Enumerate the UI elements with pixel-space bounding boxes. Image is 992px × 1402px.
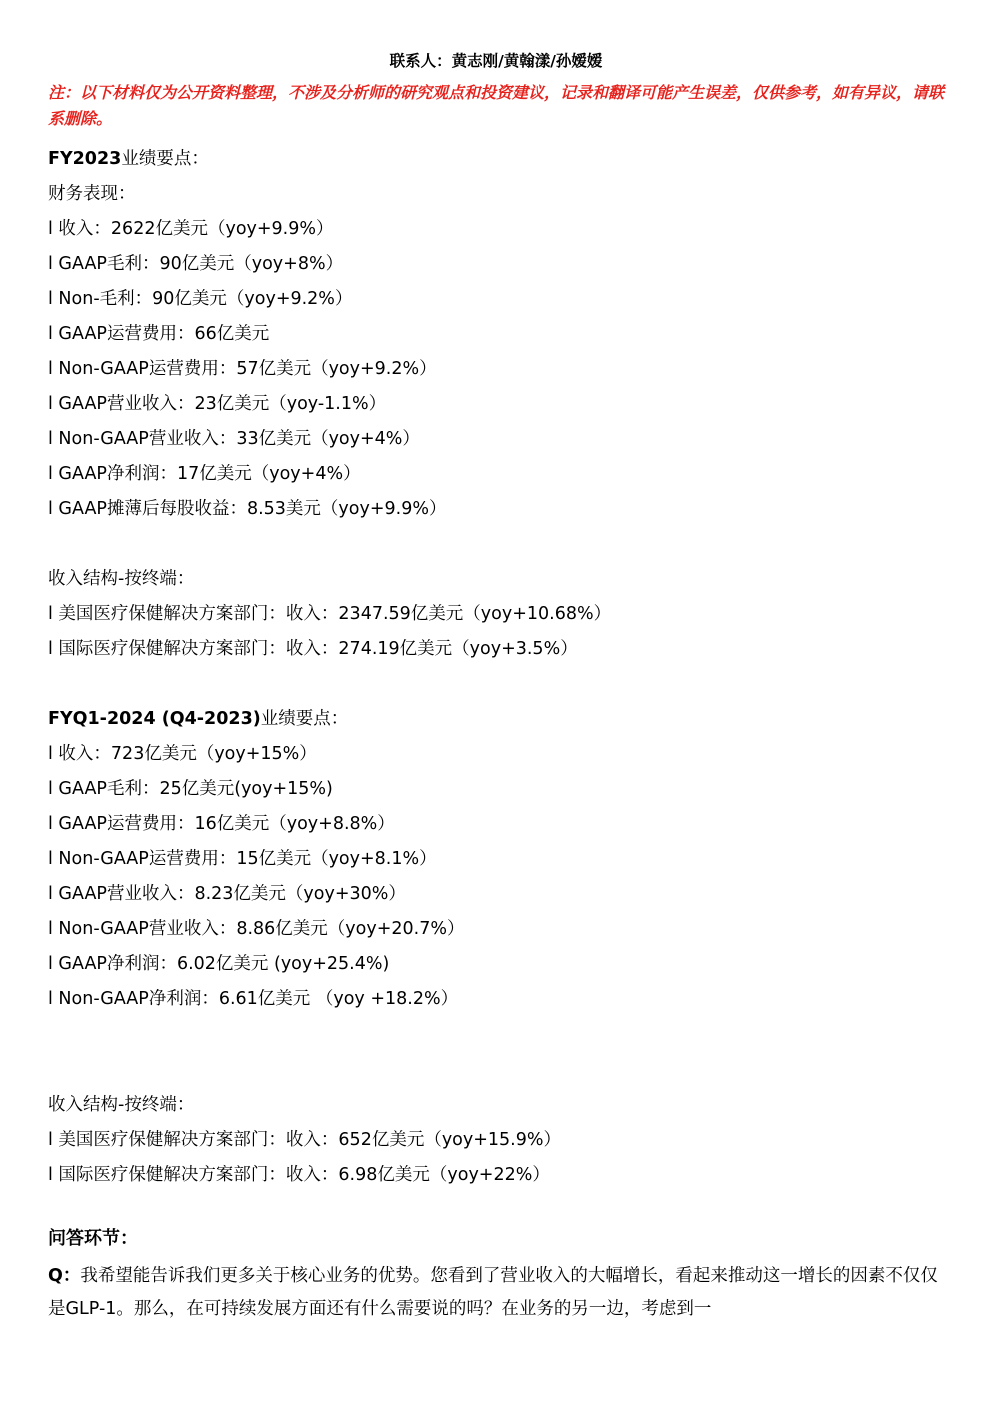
fy2023-item: l GAAP营业收入：23亿美元（yoy-1.1%） xyxy=(48,394,387,414)
question-text: 我希望能告诉我们更多关于核心业务的优势。您看到了营业收入的大幅增长，看起来推动这一增长的因素不仅仅是GLP-1。那么，在可持续发展方面还有什么需要说的吗？在业务的另一边，考虑到一 xyxy=(48,1266,938,1319)
fy2023-heading-rest: 业绩要点： xyxy=(121,149,209,169)
fyq1-segment: l 美国医疗保健解决方案部门：收入：652亿美元（yoy+15.9%） xyxy=(48,1130,562,1150)
fy2023-item: l GAAP净利润：17亿美元（yoy+4%） xyxy=(48,464,361,484)
fy2023-item: l Non-毛利：90亿美元（yoy+9.2%） xyxy=(48,289,353,309)
contact-line: 联系人：黄志刚/黄翰漾/孙嫒嫒 xyxy=(389,52,603,70)
qa-question xyxy=(48,1260,948,1326)
fyq1-heading-rest: 业绩要点： xyxy=(260,709,349,729)
fyq1-heading-bold: FYQ1-2024 (Q4-2023) xyxy=(48,709,261,729)
fy2023-item: l Non-GAAP营业收入：33亿美元（yoy+4%） xyxy=(48,429,420,449)
fy2023-heading-bold: FY2023 xyxy=(48,149,122,169)
fyq1-item: l Non-GAAP营业收入：8.86亿美元（yoy+20.7%） xyxy=(48,919,465,939)
fyq1-item: l GAAP运营费用：16亿美元（yoy+8.8%） xyxy=(48,814,395,834)
fyq1-item: l Non-GAAP净利润：6.61亿美元 （yoy +18.2%） xyxy=(48,989,459,1009)
fy2023-segment: l 美国医疗保健解决方案部门：收入：2347.59亿美元（yoy+10.68%） xyxy=(48,604,612,624)
disclaimer-note: 注：以下材料仅为公开资料整理，不涉及分析师的研究观点和投资建议，记录和翻译可能产生误差，仅供参考，如有异议，请联系删除。 xyxy=(48,83,945,128)
fyq1-segment: l 国际医疗保健解决方案部门：收入：6.98亿美元（yoy+22%） xyxy=(48,1165,550,1185)
fy2023-item: l GAAP运营费用：66亿美元 xyxy=(48,324,270,344)
question-label: Q： xyxy=(48,1266,81,1286)
fy2023-heading xyxy=(48,144,209,174)
fy2023-segment-heading: 收入结构-按终端： xyxy=(48,569,195,589)
fy2023-item: l Non-GAAP运营费用：57亿美元（yoy+9.2%） xyxy=(48,359,437,379)
fy2023-item: l 收入：2622亿美元（yoy+9.9%） xyxy=(48,219,334,239)
fy2023-segment: l 国际医疗保健解决方案部门：收入：274.19亿美元（yoy+3.5%） xyxy=(48,639,578,659)
fy2023-item: l GAAP摊薄后每股收益：8.53美元（yoy+9.9%） xyxy=(48,499,447,519)
fyq1-item: l Non-GAAP运营费用：15亿美元（yoy+8.1%） xyxy=(48,849,437,869)
fyq1-item: l GAAP毛利：25亿美元(yoy+15%) xyxy=(48,779,333,799)
fyq1-heading xyxy=(48,704,348,734)
qa-heading: 问答环节： xyxy=(48,1228,138,1249)
fyq1-item: l 收入：723亿美元（yoy+15%） xyxy=(48,744,317,764)
fyq1-segment-heading: 收入结构-按终端： xyxy=(48,1095,195,1115)
fy2023-subheading: 财务表现： xyxy=(48,184,136,204)
fy2023-item: l GAAP毛利：90亿美元（yoy+8%） xyxy=(48,254,344,274)
fyq1-item: l GAAP净利润：6.02亿美元 (yoy+25.4%) xyxy=(48,954,390,974)
fyq1-item: l GAAP营业收入：8.23亿美元（yoy+30%） xyxy=(48,884,406,904)
